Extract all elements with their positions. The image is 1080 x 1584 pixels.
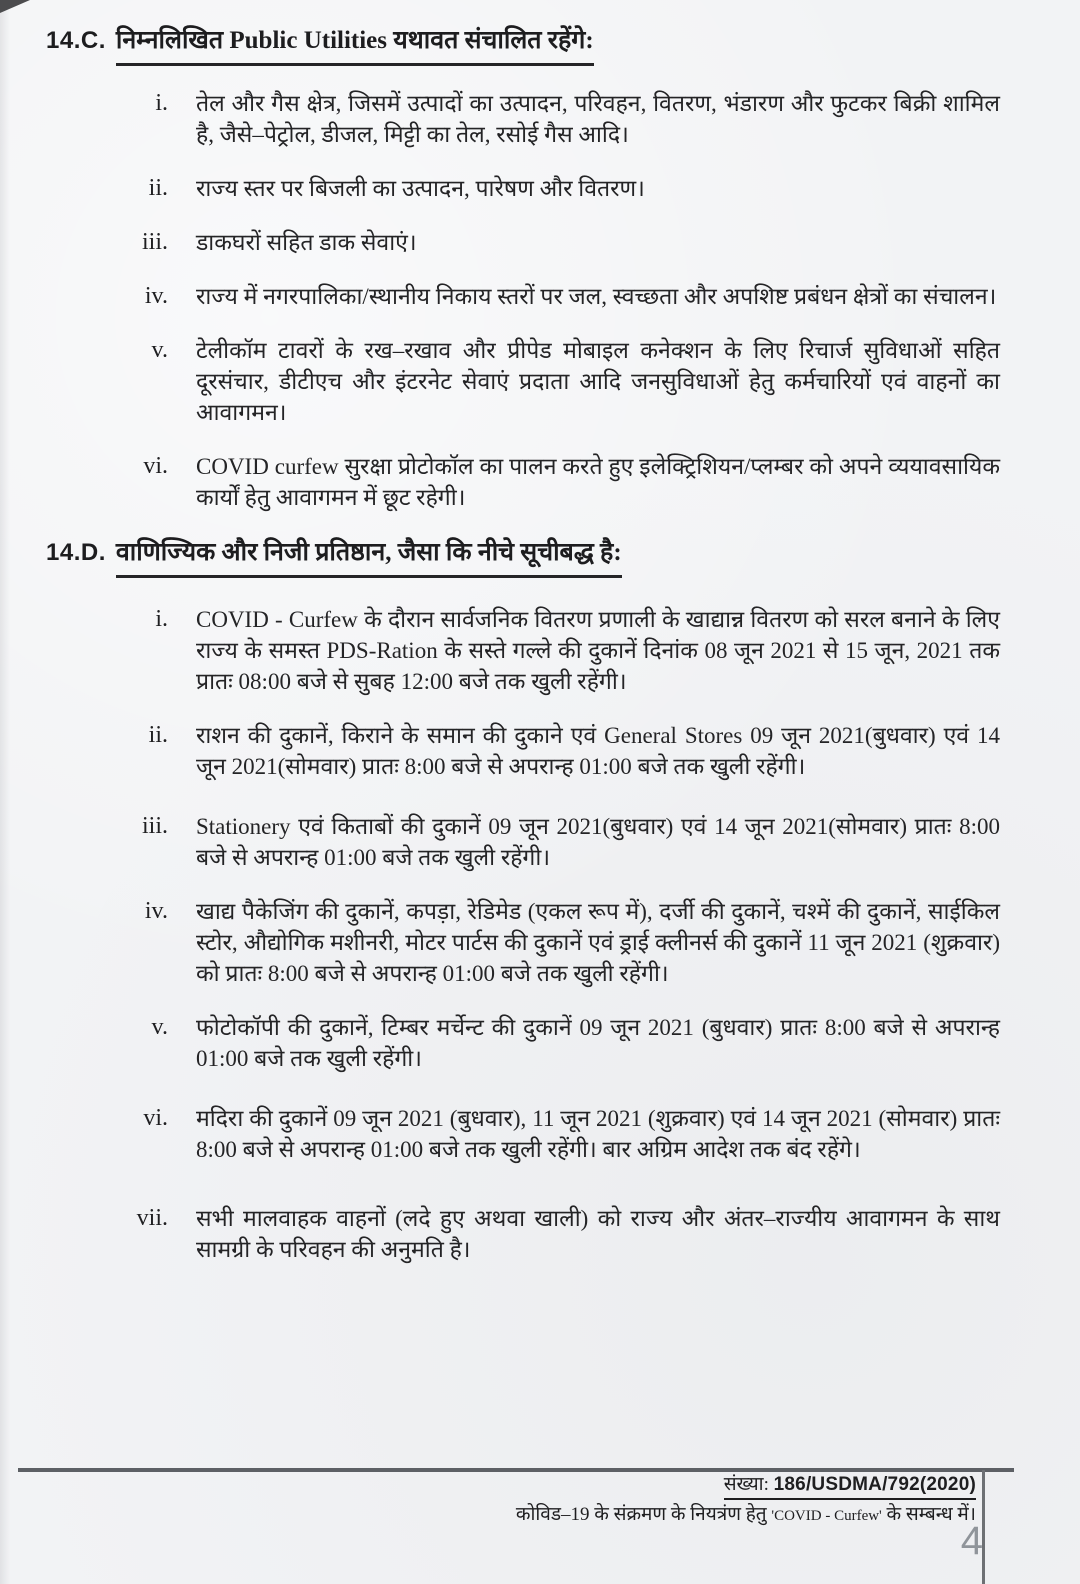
list-item-text: मदिरा की दुकानें 09 जून 2021 (बुधवार), 11 जून 2021 (शुक्रवार) एवं 14 जून 2021 (सोमवार) प्रातः 8:00 बजे से अपरान्ह 01:00 बजे तक खुली रहेंगी। बार अग्रिम आदेश तक बंद रहेंगे। [196, 1106, 1000, 1162]
list-item-text: Stationery एवं किताबों की दुकानें 09 जून 2021(बुधवार) एवं 14 जून 2021(सोमवार) प्रातः 8:00 बजे से अपरान्ह 01:00 बजे तक खुली रहेंगी। [196, 814, 1000, 870]
list-item-text: राशन की दुकानें, किराने के समान की दुकाने एवं General Stores 09 जून 2021(बुधवार) एवं 14 जून 2021(सोमवार) प्रातः 8:00 बजे से अपरान्ह 01:00 बजे तक खुली रहेंगी। [196, 723, 1000, 779]
list-item [46, 1012, 1000, 1074]
list-item-marker: v. [151, 337, 168, 363]
section-14c-heading [46, 24, 1000, 66]
list-item-marker: vi. [143, 1105, 168, 1131]
page-number: 4 [960, 1519, 983, 1563]
list-item-marker: iii. [141, 813, 168, 839]
list-item [46, 811, 1000, 873]
list-item-marker: ii. [148, 722, 168, 748]
list-item-text: टेलीकॉम टावरों के रख–रखाव और प्रीपेड मोबाइल कनेक्शन के लिए रिचार्ज सुविधाओं सहित दूरसंचार, डीटीएच और इंटरनेट सेवाएं प्रदाता आदि जनसुविधाओं हेतु कर्मचारियों एवं वाहनों का आवागमन। [196, 338, 1000, 425]
list-item-text: सभी मालवाहक वाहनों (लदे हुए अथवा खाली) को राज्य और अंतर–राज्यीय आवागमन के साथ सामग्री के परिवहन की अनुमति है। [196, 1206, 1000, 1262]
subject-quoted: 'COVID - Curfew' [771, 1508, 882, 1524]
list-item-text: फोटोकॉपी की दुकानें, टिम्बर मर्चेन्ट की दुकानें 09 जून 2021 (बुधवार) प्रातः 8:00 बजे से अपरान्ह 01:00 बजे तक खुली रहेंगी। [196, 1015, 1000, 1071]
list-item-text: राज्य स्तर पर बिजली का उत्पादन, पारेषण और वितरण। [196, 176, 645, 201]
list-item-text: COVID - Curfew के दौरान सार्वजनिक वितरण प्रणाली के खाद्यान्न वितरण को सरल बनाने के लिए राज्य के समस्त PDS-Ration के सस्ते गल्ले की दुकानें दिनांक 08 जून 2021 से 15 जून, 2021 तक प्रातः 08:00 बजे से सुबह 12:00 बजे तक खुली रहेंगी। [196, 607, 1000, 694]
list-item [46, 227, 1000, 258]
list-item [46, 173, 1000, 204]
list-item [46, 335, 1000, 428]
list-item-marker: iv. [144, 283, 168, 309]
list-item-marker: i. [155, 606, 168, 632]
list-item [46, 604, 1000, 697]
section-14d [46, 536, 1000, 1265]
subject-suffix: के सम्बन्ध में। [881, 1504, 976, 1525]
footer-reference-block [516, 1473, 976, 1529]
section-title: निम्नलिखित Public Utilities यथावत संचालित रहेंगे: [116, 24, 594, 66]
list-item-marker: ii. [148, 175, 168, 201]
list-item-marker: iii. [141, 229, 168, 255]
footer-subject-line [516, 1502, 976, 1529]
list-item-marker: i. [155, 90, 168, 116]
subject-prefix: कोविड–19 के संक्रमण के नियत्रंण हेतु [515, 1504, 772, 1525]
list-item-marker: iv. [144, 898, 168, 924]
list-item-text: खाद्य पैकेजिंग की दुकानें, कपड़ा, रेडिमेड (एकल रूप में), दर्जी की दुकानें, चश्में की दुकानें, साईकिल स्टोर, औद्योगिक मशीनरी, मोटर पार्टस की दुकानें एवं ड्राई क्लीनर्स की दुकानें 11 जून 2021 (शुक्रवार) को प्रातः 8:00 बजे से अपरान्ह 01:00 बजे तक खुली रहेंगी। [196, 899, 1000, 986]
list-item [46, 88, 1000, 150]
list-item [46, 896, 1000, 989]
list-item [46, 281, 1000, 312]
list-item-text: COVID curfew सुरक्षा प्रोटोकॉल का पालन करते हुए इलेक्ट्रिशियन/प्लम्बर को अपने व्ययावसायिक कार्यों हेतु आवागमन में छूट रहेगी। [196, 454, 1000, 510]
list-item-marker: v. [151, 1014, 168, 1040]
list-item [46, 451, 1000, 513]
reference-number: 186/USDMA/792(2020) [773, 1474, 976, 1495]
reference-label: संख्या: [723, 1474, 769, 1495]
section-14d-heading [46, 536, 1000, 578]
list-item [46, 1203, 1000, 1265]
list-item-text: डाकघरों सहित डाक सेवाएं। [196, 230, 417, 255]
reference-line [724, 1473, 976, 1500]
list-item-marker: vi. [143, 453, 168, 479]
section-number: 14.C. [46, 27, 106, 54]
section-14c [46, 24, 1000, 513]
list-item [46, 1103, 1000, 1165]
section-number: 14.D. [46, 539, 106, 566]
list-item-text: तेल और गैस क्षेत्र, जिसमें उत्पादों का उत्पादन, परिवहन, वितरण, भंडारण और फुटकर बिक्री शामिल है, जैसे–पेट्रोल, डीजल, मिट्टी का तेल, रसोई गैस आदि। [196, 91, 1000, 147]
section-title: वाणिज्यिक और निजी प्रतिष्ठान, जैसा कि नीचे सूचीबद्ध है: [116, 536, 622, 578]
list-item-marker: vii. [136, 1205, 168, 1231]
list-item-text: राज्य में नगरपालिका/स्थानीय निकाय स्तरों पर जल, स्वच्छता और अपशिष्ट प्रबंधन क्षेत्रों का संचालन। [196, 284, 997, 309]
list-item [46, 720, 1000, 782]
footer-divider-rule [18, 1468, 1014, 1472]
